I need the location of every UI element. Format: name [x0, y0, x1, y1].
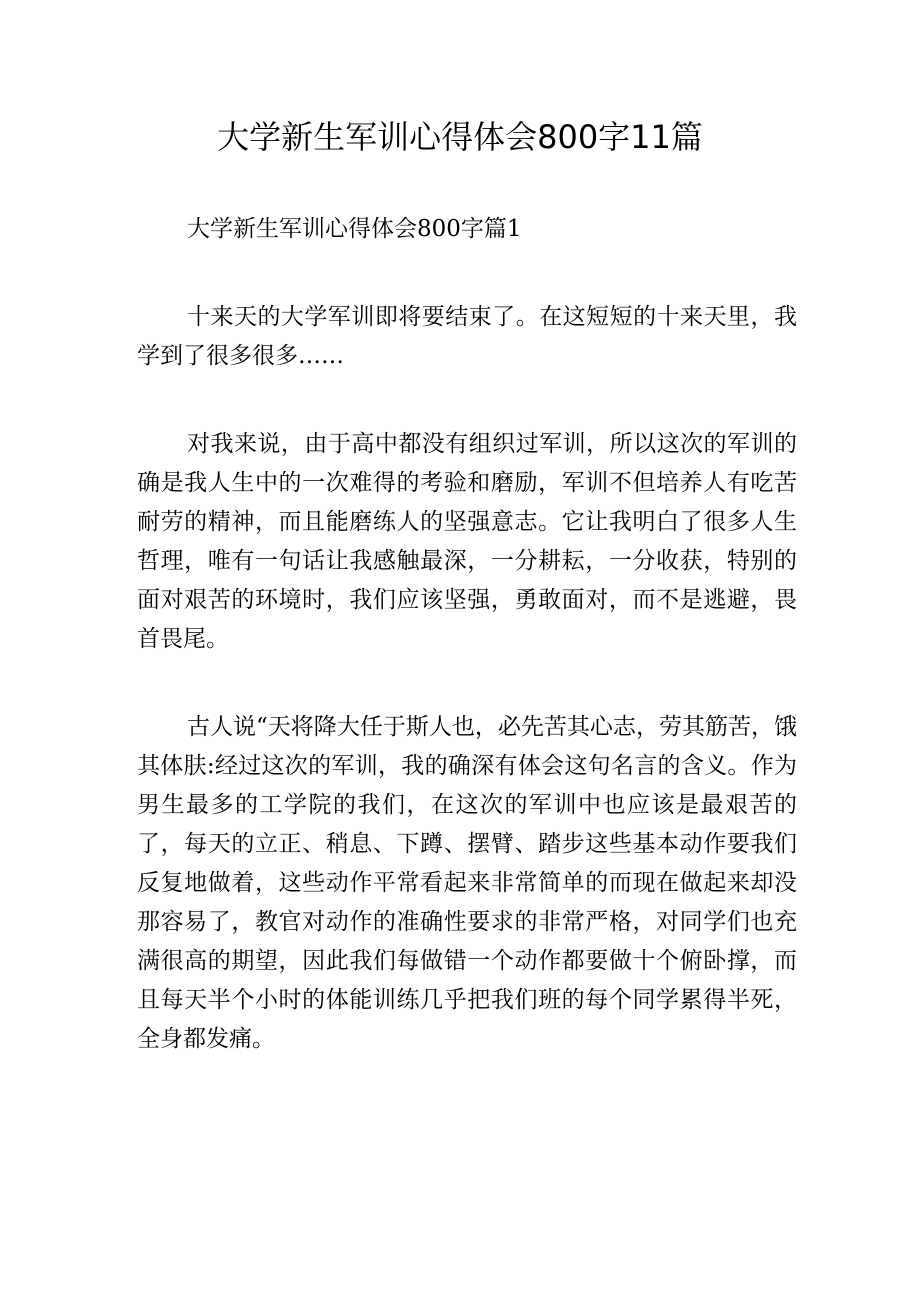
document-title: 大学新生军训心得体会800字11篇: [217, 118, 703, 156]
document-body: [137, 210, 797, 1108]
paragraph-2: 对我来说，由于高中都没有组织过军训，所以这次的军训的确是我人生中的一次难得的考验和磨励，军训不但培养人有吃苦耐劳的精神，而且能磨练人的坚强意志。它让我明白了很多人生哲理，唯有一句话让我感触最深，一分耕耘，一分收获，特别的面对艰苦的环境时，我们应该坚强，勇敢面对，而不是逃避，畏首畏尾。: [137, 431, 797, 652]
section-heading: 大学新生军训心得体会800字篇1: [187, 216, 522, 242]
paragraph-1: 十来天的大学军训即将要结束了。在这短短的十来天里，我学到了很多很多……: [137, 304, 797, 369]
paragraph-3: 古人说“天将降大任于斯人也，必先苦其心志，劳其筋苦，饿其体肤:经过这次的军训，我的确深有体会这句名言的含义。作为男生最多的工学院的我们，在这次的军训中也应该是最艰苦的了，每天的立正、稍息、下蹲、摆臂、踏步这些基本动作要我们反复地做着，这些动作平常看起来非常简单的而现在做起来却没那容易了，教官对动作的准确性要求的非常严格，对同学们也充满很高的期望，因此我们每做错一个动作都要做十个俯卧撑，而且每天半个小时的体能训练几乎把我们班的每个同学累得半死，全身都发痛。: [137, 714, 797, 1052]
